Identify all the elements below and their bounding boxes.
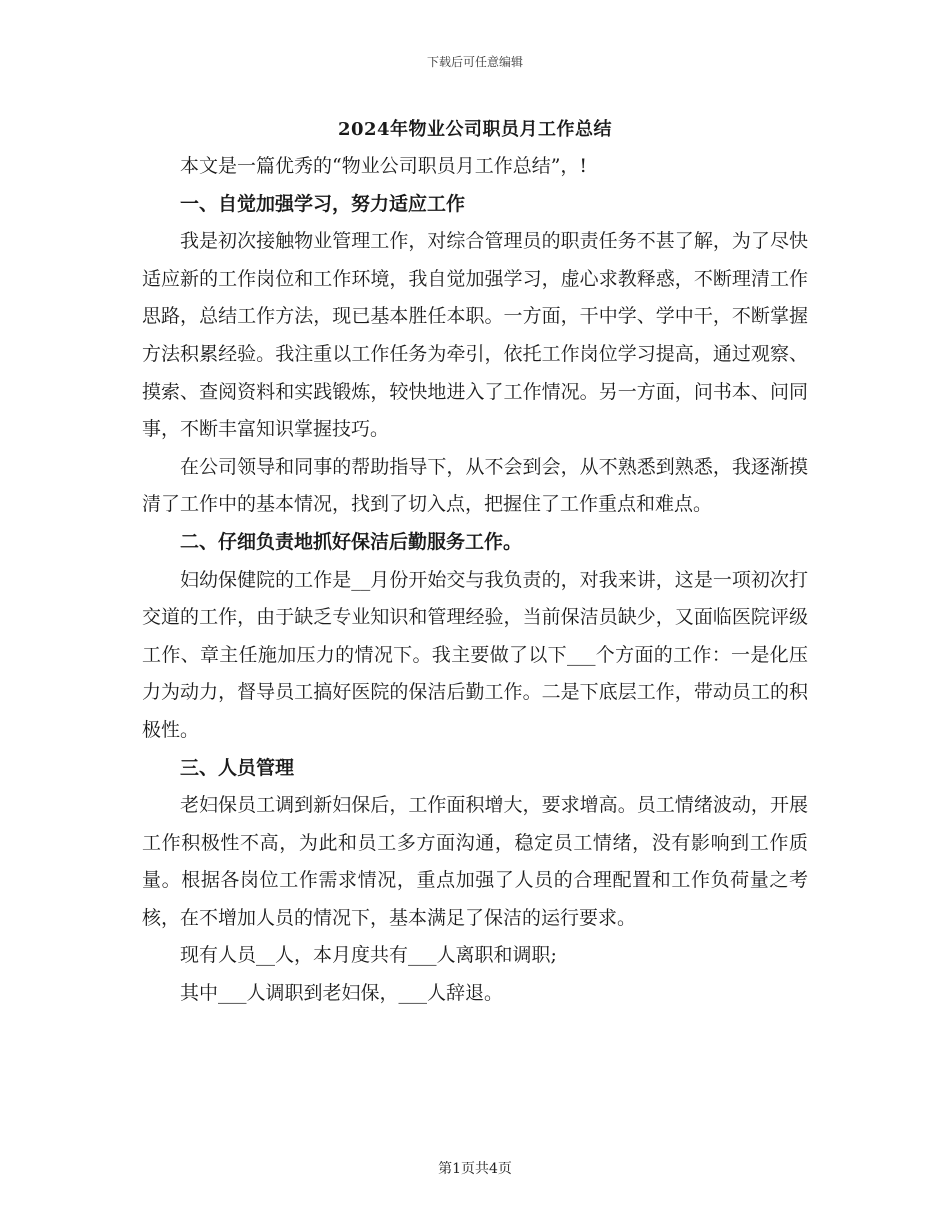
section-3-paragraph-1: 老妇保员工调到新妇保后，工作面积增大，要求增高。员工情绪波动，开展工作积极性不高，为此和员工多方面沟通，稳定员工情绪，没有影响到工作质量。根据各岗位工作需求情况，重点加强了人员的合理配置和工作负荷量之考核，在不增加人员的情况下，基本满足了保洁的运行要求。	[142, 794, 808, 929]
page-number-footer: 第1页共4页	[438, 1161, 512, 1177]
section-1-paragraph-1: 我是初次接触物业管理工作，对综合管理员的职责任务不甚了解，为了尽快适应新的工作岗位和工作环境，我自觉加强学习，虚心求教释惑，不断理清工作思路，总结工作方法，现已基本胜任本职。一方面，干中学、学中干，不断掌握方法积累经验。我注重以工作任务为牵引，依托工作岗位学习提高，通过观察、摸索、查阅资料和实践锻炼，较快地进入了工作情况。另一方面，问书本、问同事，不断丰富知识掌握技巧。	[142, 230, 808, 441]
section-3-heading: 三、人员管理	[180, 756, 295, 779]
section-3-paragraph-2: 现有人员__人，本月度共有___人离职和调职;	[180, 944, 557, 967]
document-title: 2024年物业公司职员月工作总结	[337, 119, 613, 140]
section-1-paragraph-2: 在公司领导和同事的帮助指导下，从不会到会，从不熟悉到熟悉，我逐渐摸清了工作中的基本情况，找到了切入点，把握住了工作重点和难点。	[142, 455, 808, 516]
header-note: 下载后可任意编辑	[426, 55, 523, 69]
section-3-paragraph-3: 其中___人调职到老妇保，___人辞退。	[180, 982, 504, 1005]
section-2-heading: 二、仔细负责地抓好保洁后勤服务工作。	[180, 530, 523, 553]
intro-paragraph: 本文是一篇优秀的“物业公司职员月工作总结”，!	[180, 155, 588, 177]
section-2-paragraph-1: 妇幼保健院的工作是__月份开始交与我负责的，对我来讲，这是一项初次打交道的工作，由于缺乏专业知识和管理经验，当前保洁员缺少，又面临医院评级工作、章主任施加压力的情况下。我主要做了以下___个方面的工作：一是化压力为动力，督导员工搞好医院的保洁后勤工作。二是下底层工作，带动员工的积极性。	[142, 568, 808, 741]
document-body	[142, 148, 808, 1013]
section-1-heading: 一、自觉加强学习，努力适应工作	[180, 192, 466, 215]
